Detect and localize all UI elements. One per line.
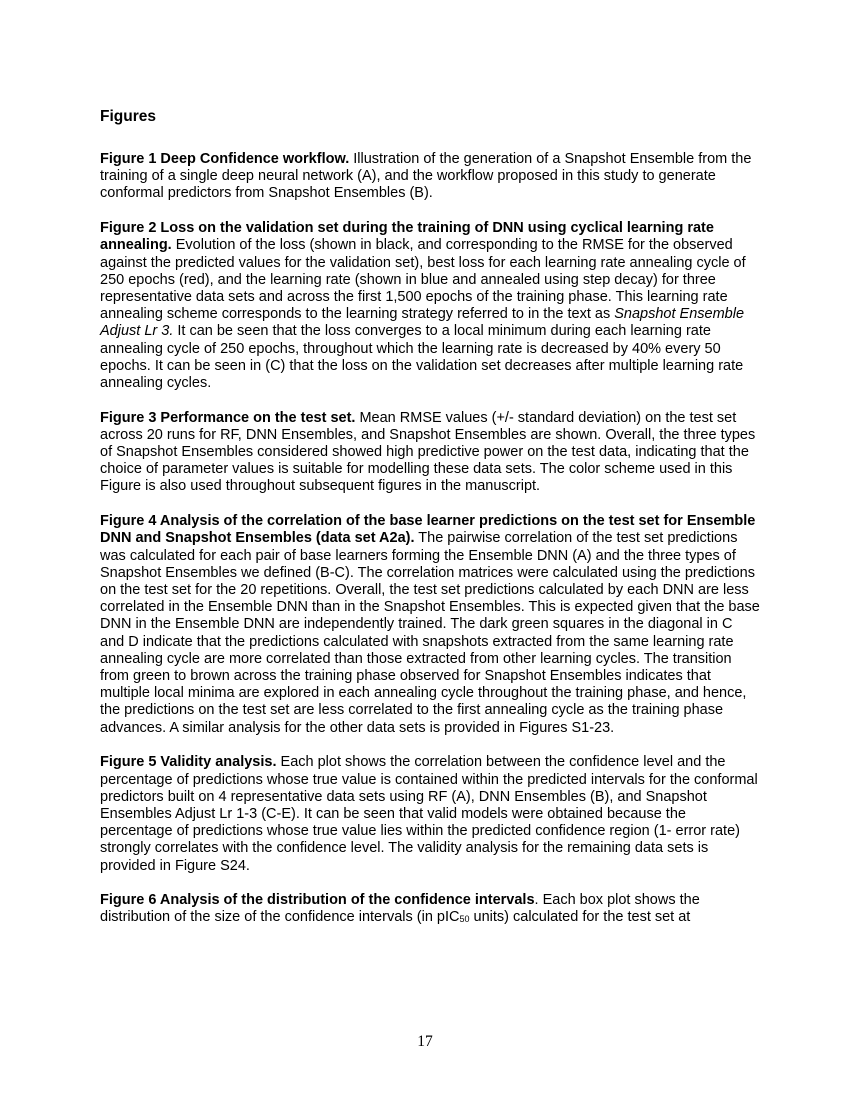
- figure-4-text: The pairwise correlation of the test set predictions was calculated for each pair of base learners forming the Ensemble DNN (A) and the three types of Snapshot Ensembles we defined (B-C). The correlation matrices were calculated using the predictions on the test set for the 20 repetitions. Overall, the test set predictions calculated by each DNN are less correlated in the Ensemble DNN than in the Snapshot Ensembles. This is expected given that the base DNN in the Ensemble DNN are independently trained. The dark green squares in the diagonal in C and D indicate that the predictions calculated with snapshots extracted from the same learning rate annealing cycle are more correlated than those extracted from other learning cycles. The transition from green to brown across the training phase observed for Snapshot Ensembles indicates that multiple local minima are explored in each annealing cycle throughout the training phase, and hence, the predictions on the test set are less correlated to the first annealing cycle as the training phase advances. A similar analysis for the other data sets is provided in Figures S1-23.: [100, 530, 760, 736]
- figure-4-caption: [100, 513, 760, 737]
- figure-1-text: Illustration of the generation of a Snapshot Ensemble from the training of a single deep neural network (A), and the workflow proposed in this study to generate conformal predictors from Snapshot Ensembles (B).: [100, 151, 752, 202]
- figure-1-caption: [100, 151, 760, 203]
- figure-2-italic-term: Snapshot Ensemble Adjust Lr 3.: [100, 306, 745, 340]
- figure-6-title: Figure 6 Analysis of the distribution of the confidence intervals: [100, 892, 535, 909]
- figure-3-caption: [100, 410, 760, 496]
- figure-5-title: Figure 5 Validity analysis.: [100, 754, 277, 771]
- figure-6-text-continued: units) calculated for the test set at: [469, 909, 691, 926]
- figure-4-title: Figure 4 Analysis of the correlation of the base learner predictions on the test set for Ensemble DNN and Snapshot Ensembles (data set A2a).: [100, 513, 756, 547]
- page-content: [100, 107, 760, 944]
- figure-6-text: . Each box plot shows the distribution of the size of the confidence intervals (in pIC: [100, 892, 700, 926]
- figure-2-title: Figure 2 Loss on the validation set during the training of DNN using cyclical learning rate annealing.: [100, 220, 714, 254]
- figure-6-caption: [100, 892, 760, 926]
- figure-5-caption: [100, 754, 760, 874]
- section-heading: Figures: [100, 108, 156, 125]
- figure-5-text: Each plot shows the correlation between the confidence level and the percentage of predictions whose true value is contained within the predicted intervals for the conformal predictors built on 4 representative data sets using RF (A), DNN Ensembles (B), and Snapshot Ensembles Adjust Lr 1-3 (C-E). It can be seen that valid models were obtained because the percentage of predictions whose true value lies within the predicted confidence region (1- error rate) strongly correlates with the confidence level. The validity analysis for the remaining data sets is provided in Figure S24.: [100, 754, 758, 874]
- figure-6-subscript: 50: [459, 914, 470, 925]
- figure-3-title: Figure 3 Performance on the test set.: [100, 409, 356, 426]
- figure-2-text: Evolution of the loss (shown in black, and corresponding to the RMSE for the observed against the predicted values for the validation set), best loss for each learning rate annealing cycle of 250 epochs (red), and the learning rate (shown in blue and annealed using step decay) for three representative data sets and across the first 1,500 epochs of the training phase. This learning rate annealing scheme corresponds to the learning strategy referred to in the text as: [100, 237, 746, 323]
- figure-1-title: Figure 1 Deep Confidence workflow.: [100, 151, 350, 167]
- page-number: 17: [417, 1033, 433, 1050]
- figure-3-text: Mean RMSE values (+/- standard deviation) on the test set across 20 runs for RF, DNN Ensembles, and Snapshot Ensembles are shown. Overall, the three types of Snapshot Ensembles considered showed high predictive power on the test data, indicating that the choice of parameter values is suitable for modelling these data sets. The color scheme used in this Figure is also used throughout subsequent figures in the manuscript.: [100, 409, 756, 495]
- figure-2-text-continued: It can be seen that the loss converges to a local minimum during each learning rate annealing cycle of 250 epochs, throughout which the learning rate is decreased by 40% every 50 epochs. It can be seen in (C) that the loss on the validation set decreases after multiple learning rate annealing cycles.: [100, 323, 744, 391]
- figure-2-caption: [100, 220, 760, 392]
